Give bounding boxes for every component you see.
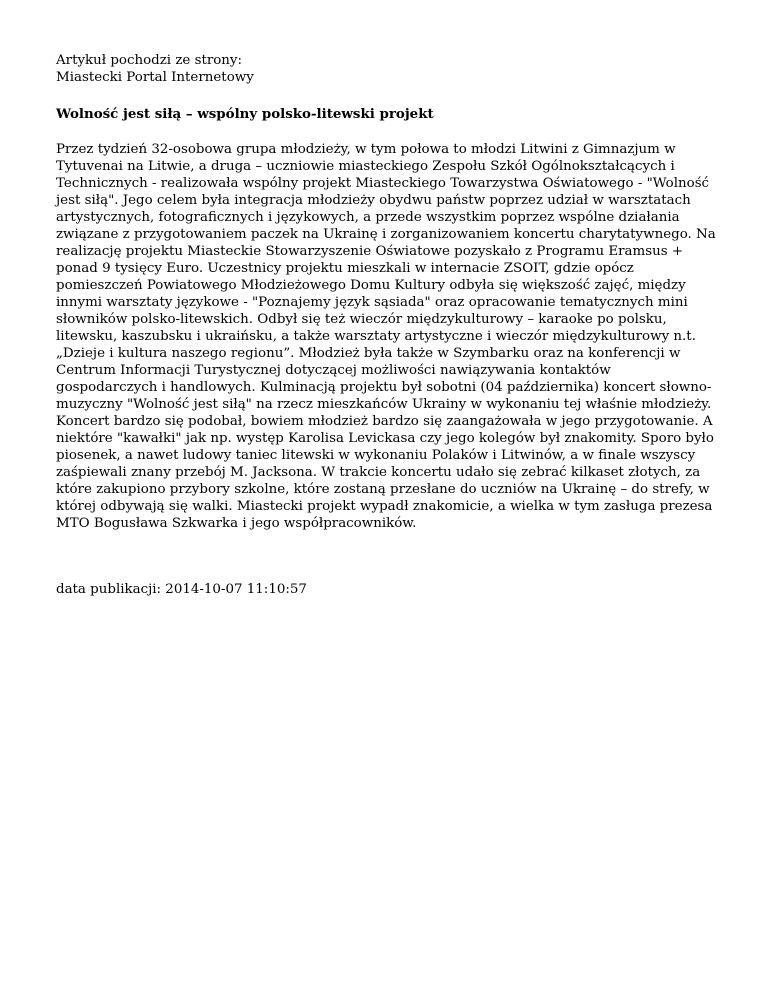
source-site-name: Miastecki Portal Internetowy [56, 70, 254, 85]
printed-article-page [56, 52, 716, 598]
article-title: Wolność jest siłą – wspólny polsko-litewski projekt [56, 106, 434, 122]
publication-date: data publikacji: 2014-10-07 11:10:57 [56, 582, 307, 597]
source-attribution [56, 52, 716, 86]
article-body: Przez tydzień 32-osobowa grupa młodzieży, w tym połowa to młodzi Litwini z Gimnazjum w Tytuvenai na Litwie, a druga – uczniowie miasteckiego Zespołu Szkół Ogólnokształcących i Technicznych - realizowała wspólny projekt Miasteckiego Towarzystwa Oświatowego - "Wolność jest siłą". Jego celem była integracja młodzieży obydwu państw poprzez udział w warsztatach artystycznych, fotograficznych i językowych, a przede wszystkim poprzez wspólne działania związane z przygotowaniem paczek na Ukrainę i zorganizowaniem koncertu charytatywnego. Na realizację projektu Miasteckie Stowarzyszenie Oświatowe pozyskało z Programu Eramsus + ponad 9 tysięcy Euro. Uczestnicy projektu mieszkali w internacie ZSOIT, gdzie opócz pomieszczeń Powiatowego Młodzieżowego Domu Kultury odbyła się większość zajęć, między innymi warsztaty językowe - "Poznajemy język sąsiada" oraz opracowanie tematycznych mini słowników polsko-litewskich. Odbył się też wieczór międzykulturowy – karaoke po polsku, litewsku, kaszubsku i ukraińsku, a także warsztaty artystyczne i wieczór międzykulturowy n.t. „Dzieje i kultura naszego regionu”. Młodzież była także w Szymbarku oraz na konferencji w Centrum Informacji Turystycznej dotyczącej możliwości nawiązywania kontaktów gospodarczych i handlowych. Kulminacją projektu był sobotni (04 października) koncert słowno-muzyczny "Wolność jest siłą" na rzecz mieszkańców Ukrainy w wykonaniu tej właśnie młodzieży. Koncert bardzo się podobał, bowiem młodzież bardzo się zaangażowała w jego przygotowanie. A niektóre "kawałki" jak np. występ Karolisa Levickasa czy jego kolegów był znakomity. Sporo było piosenek, a nawet ludowy taniec litewski w wykonaniu Polaków i Litwinów, a w finale wszyscy zaśpiewali znany przebój M. Jacksona. W trakcie koncertu udało się zebrać kilkaset złotych, za które zakupiono przybory szkolne, które zostaną przesłane do uczniów na Ukrainę – do strefy, w której odbywają się walki. Miastecki projekt wypadł znakomicie, a wielka w tym zasługa prezesa MTO Bogusława Szkwarka i jego współpracowników. [56, 142, 716, 531]
source-label: Artykuł pochodzi ze strony: [56, 53, 242, 68]
